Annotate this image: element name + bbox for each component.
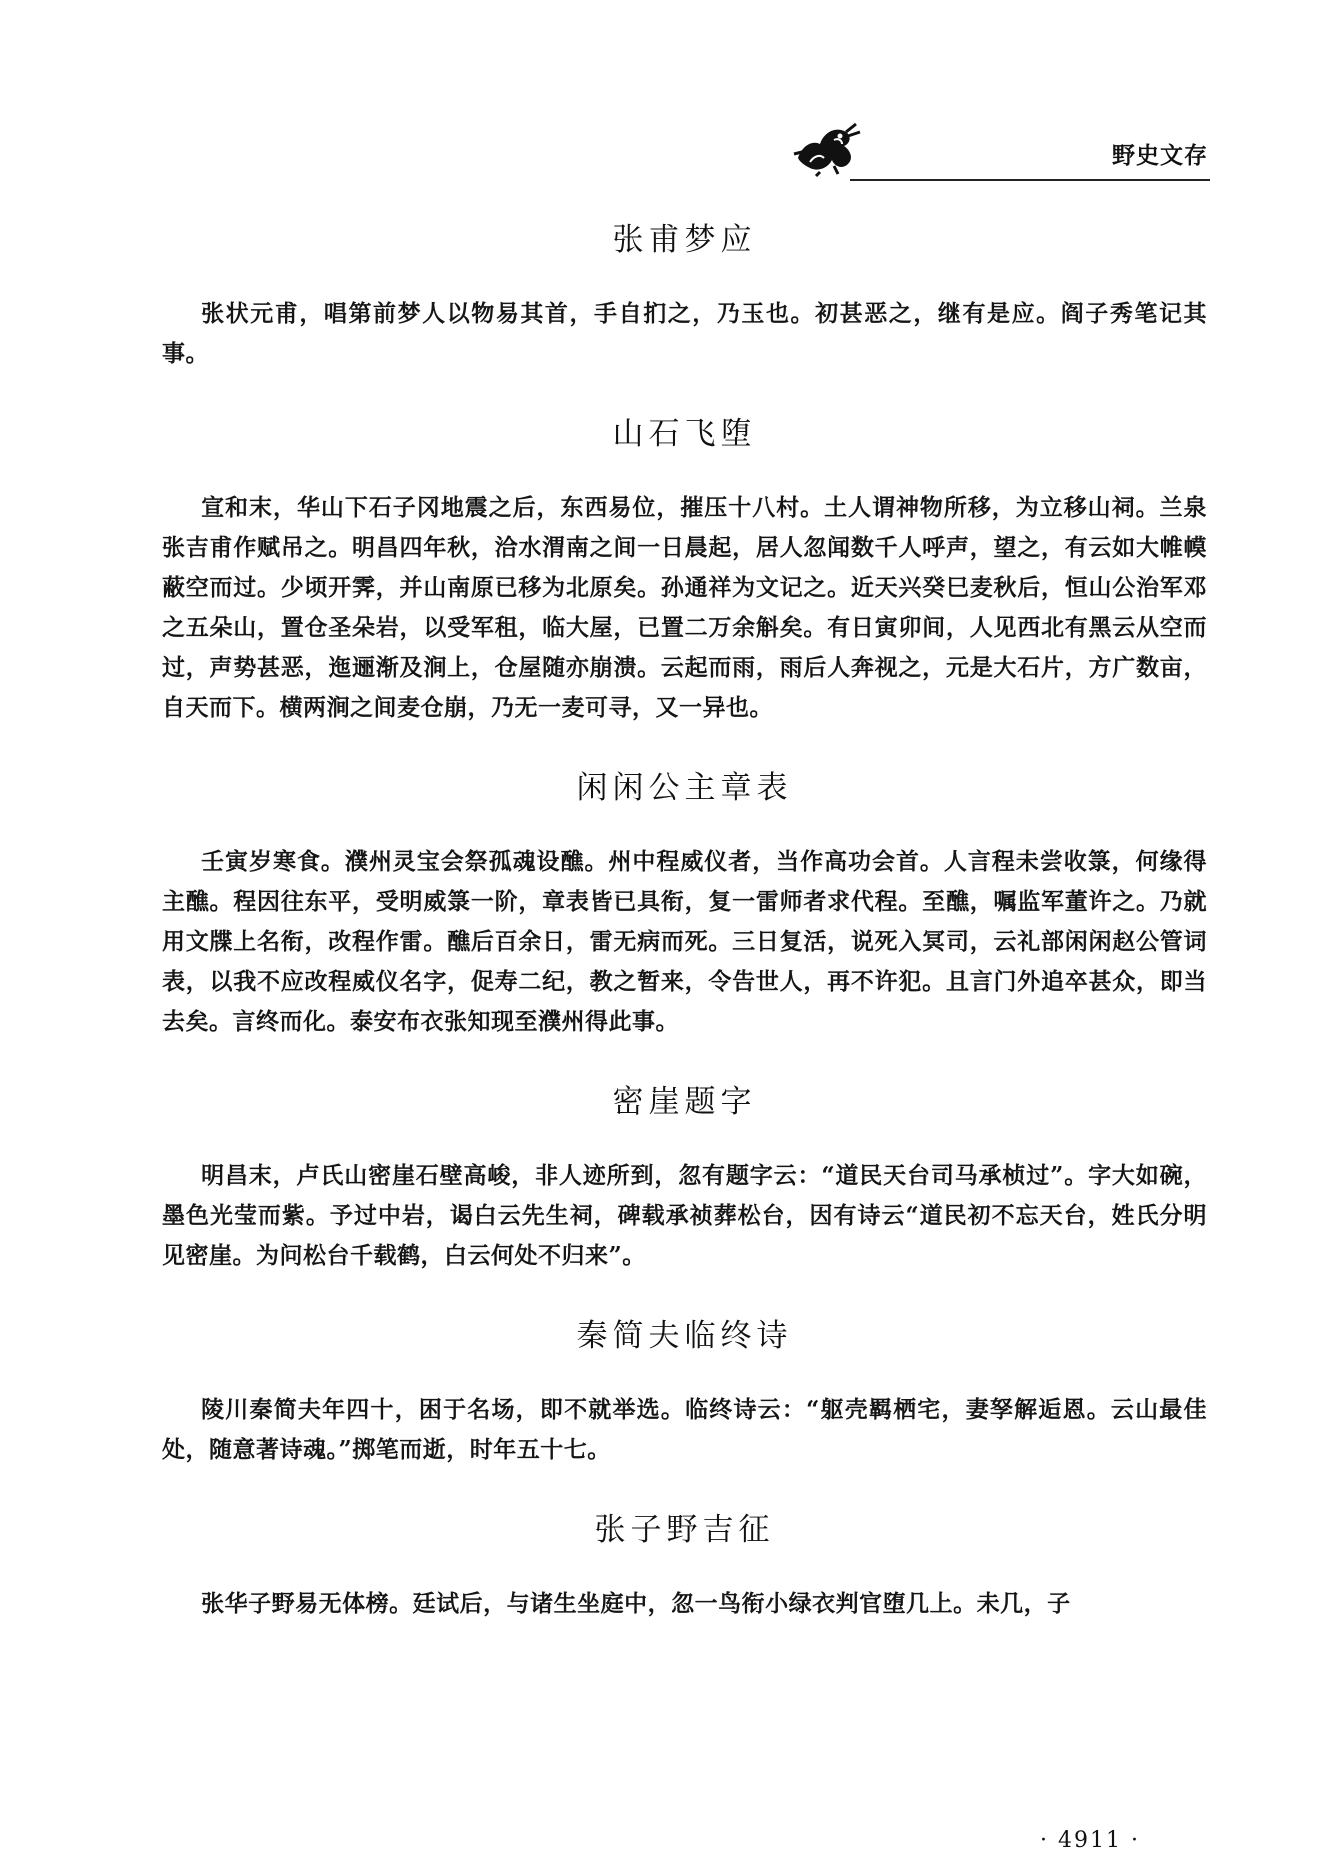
article-body: 壬寅岁寒食。濮州灵宝会祭孤魂设醮。州中程威仪者，当作高功会首。人言程未尝收箓，何缘得主醮。程因往东平，受明威箓一阶，章表皆已具衔，复一雷师者求代程。至醮，嘱监军董许之。乃就用文牒上名衔，改程作雷。醮后百余日，雷无病而死。三日复活，说死入冥司，云礼部闲闲赵公管词表，以我不应改程威仪名字，促寿二纪，教之暂来，令告世人，再不许犯。且言门外追卒甚众，即当去矣。言终而化。泰安布衣张知现至濮州得此事。: [162, 848, 1207, 1035]
article-title: 密崖题字: [612, 1084, 757, 1120]
page-content: [162, 220, 1207, 1664]
dragon-icon: [790, 118, 865, 178]
article-title: 张子野吉征: [594, 1512, 775, 1548]
article-body: 张华子野易无体榜。廷试后，与诸生坐庭中，忽一鸟衔小绿衣判官堕几上。未几，子: [201, 1590, 1071, 1617]
article-body: 陵川秦简夫年四十，困于名场，即不就举选。临终诗云：“躯壳羁栖宅，妻孥解逅恩。云山最佳处，随意著诗魂。”掷笔而逝，时年五十七。: [162, 1396, 1207, 1463]
header-rule: [850, 179, 1210, 181]
article-title: 张甫梦应: [612, 222, 757, 258]
page-header: [790, 100, 1210, 182]
article-title: 山石飞堕: [612, 416, 757, 452]
article-body: 明昌末，卢氏山密崖石壁高峻，非人迹所到，忽有题字云：“道民天台司马承桢过”。字大如碗，墨色光莹而紫。予过中岩，谒白云先生祠，碑载承祯葬松台，因有诗云“道民初不忘天台，姓氏分明见密崖。为问松台千载鹤，白云何处不归来”。: [162, 1162, 1207, 1269]
page-number: · 4911 ·: [1040, 1828, 1140, 1853]
article-title: 秦简夫临终诗: [576, 1318, 793, 1354]
article-body: 宣和末，华山下石子冈地震之后，东西易位，摧压十八村。土人谓神物所移，为立移山祠。兰泉张吉甫作赋吊之。明昌四年秋，洽水渭南之间一日晨起，居人忽闻数千人呼声，望之，有云如大帷幙蔽空而过。少顷开霁，并山南原已移为北原矣。孙通祥为文记之。近天兴癸巳麦秋后，恒山公治军邓之五朵山，置仓圣朵岩，以受军租，临大屋，已置二万余斛矣。有日寅卯间，人见西北有黑云从空而过，声势甚恶，迤逦渐及涧上，仓屋随亦崩溃。云起而雨，雨后人奔视之，元是大石片，方广数亩，自天而下。横两涧之间麦仓崩，乃无一麦可寻，又一异也。: [162, 494, 1207, 721]
series-title: 野史文存: [1112, 143, 1208, 169]
article-body: 张状元甫，唱第前梦人以物易其首，手自扪之，乃玉也。初甚恶之，继有是应。阎子秀笔记其事。: [162, 300, 1207, 367]
article-title: 闲闲公主章表: [576, 770, 793, 806]
